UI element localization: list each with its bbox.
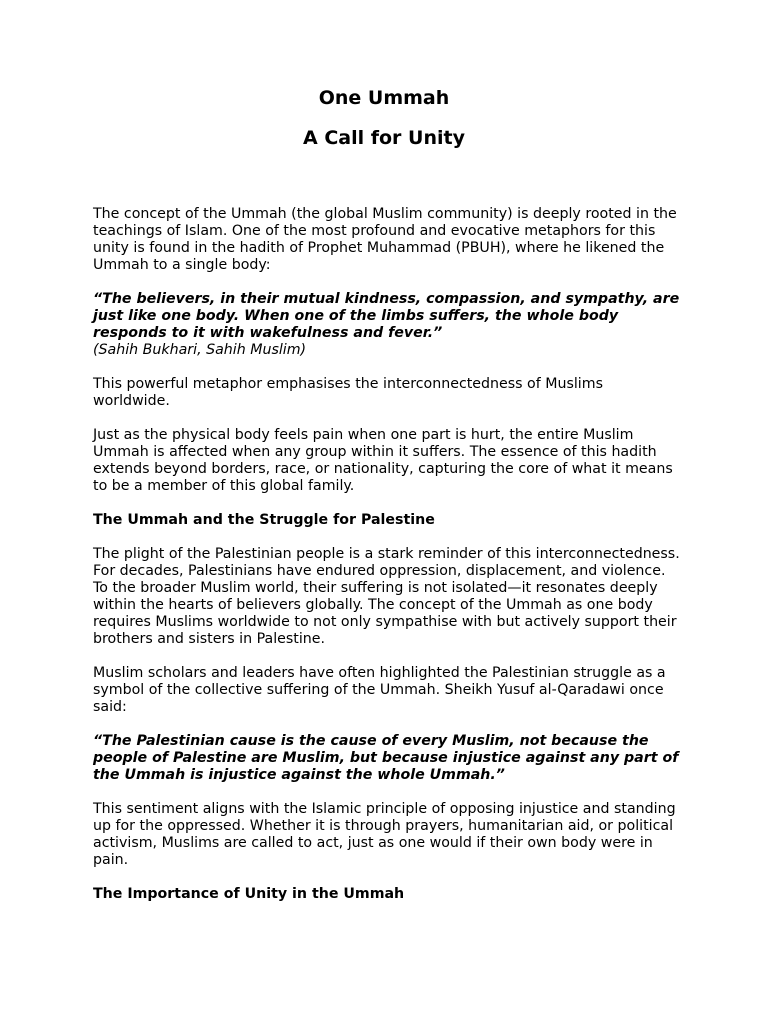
body-paragraph: Just as the physical body feels pain when one part is hurt, the entire Muslim Ummah is affected when any group within it suffers. The essence of this hadith extends beyond borders, race, or nationality, capturing the core of what it means to be a member of this global family. [93, 427, 673, 494]
document-subtitle: A Call for Unity [303, 127, 465, 149]
section-heading-palestine: The Ummah and the Struggle for Palestine [93, 512, 435, 528]
document-title: One Ummah [318, 87, 450, 109]
metaphor-paragraph: This powerful metaphor emphasises the interconnectedness of Muslims worldwide. [93, 376, 603, 409]
hadith-citation: (Sahih Bukhari, Sahih Muslim) [93, 342, 307, 358]
plight-paragraph: The plight of the Palestinian people is a stark reminder of this interconnectedness. For decades, Palestinians have endured oppression, displacement, and violence. To the broader Muslim world, their suffering is not isolated—it resonates deeply within the hearts of believers globally. The concept of the Ummah as one body requires Muslims worldwide to not only sympathise with but actively support their brothers and sisters in Palestine. [93, 546, 680, 647]
scholars-paragraph: Muslim scholars and leaders have often highlighted the Palestinian struggle as a symbol of the collective suffering of the Ummah. Sheikh Yusuf al-Qaradawi once said: [93, 665, 666, 715]
hadith-quote-block [93, 291, 683, 359]
hadith-quote: “The believers, in their mutual kindness, compassion, and sympathy, are just like one body. When one of the limbs suffers, the whole body responds to it with wakefulness and fever.” [93, 291, 680, 341]
sentiment-paragraph: This sentiment aligns with the Islamic principle of opposing injustice and standing up for the oppressed. Whether it is through prayers, humanitarian aid, or political activism, Muslims are called to act, just as one would if their own body were in pain. [93, 801, 676, 868]
section-heading-unity: The Importance of Unity in the Ummah [93, 886, 405, 902]
document-body [93, 206, 683, 920]
intro-paragraph: The concept of the Ummah (the global Muslim community) is deeply rooted in the teachings of Islam. One of the most profound and evocative metaphors for this unity is found in the hadith of Prophet Muhammad (PBUH), where he likened the Ummah to a single body: [93, 206, 677, 273]
qaradawi-quote: “The Palestinian cause is the cause of every Muslim, not because the people of Palestine are Muslim, but because injustice against any part of the Ummah is injustice against the whole Ummah.” [93, 733, 679, 783]
